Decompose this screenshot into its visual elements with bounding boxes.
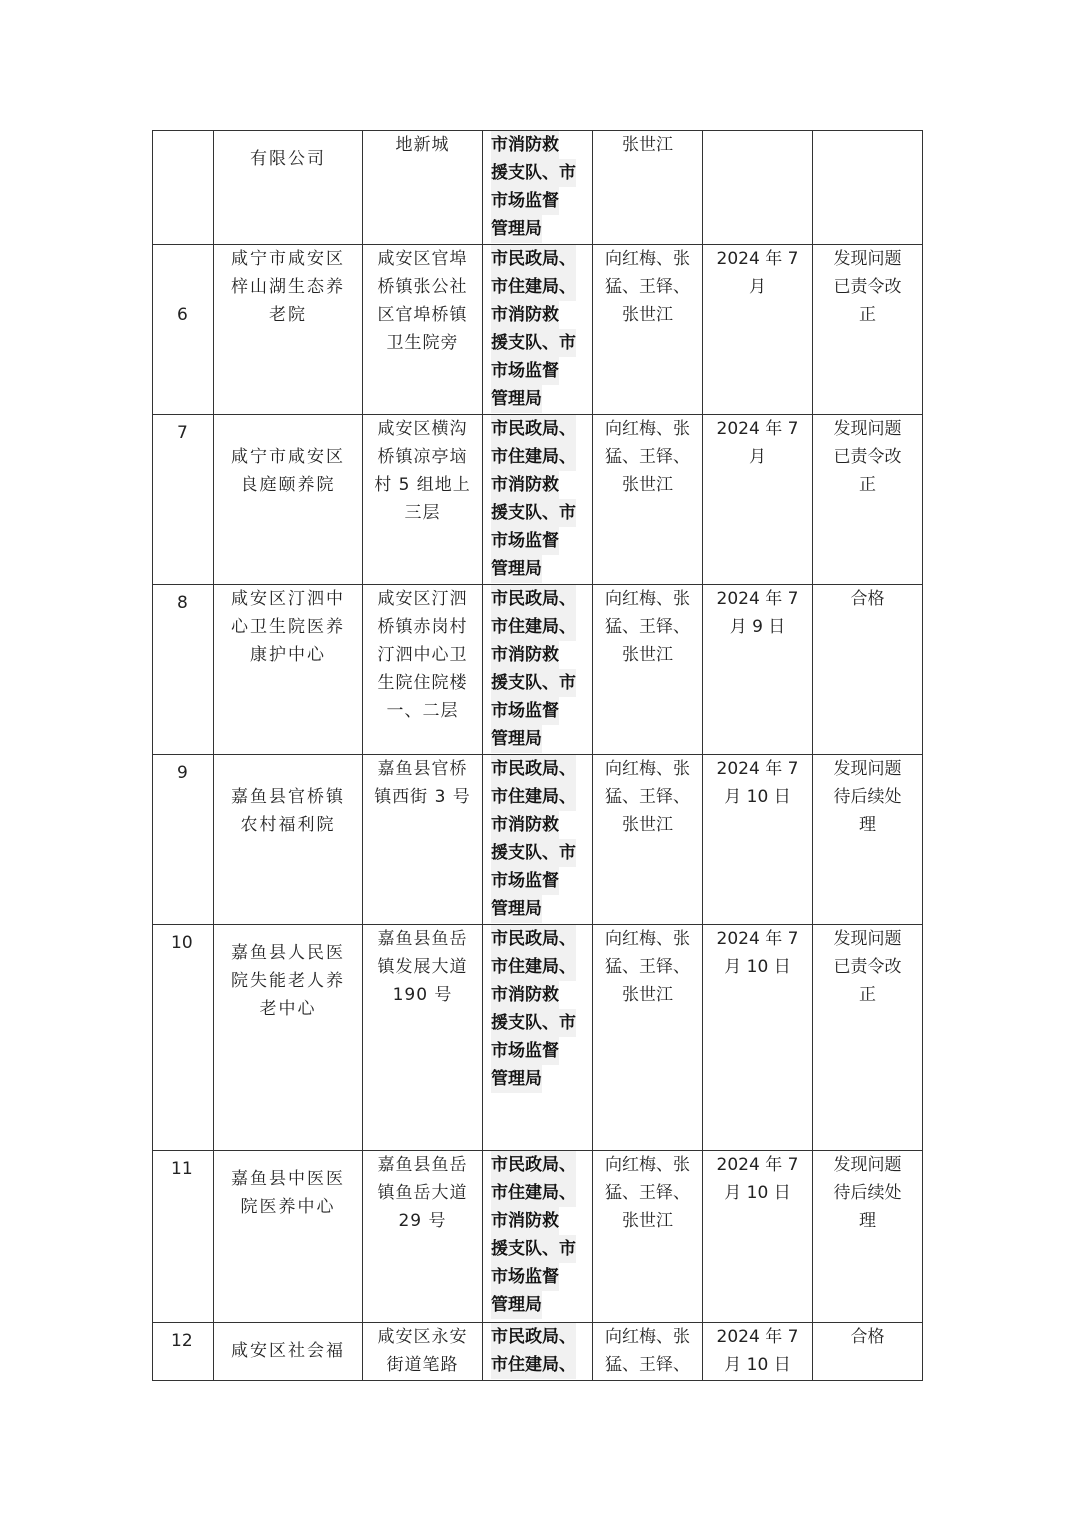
row-number: 9 [153,755,214,925]
department-line: 援支队、市 [491,1235,576,1263]
inspection-date: 2024 年 7 月 10 日 [703,755,813,925]
departments [483,925,593,1151]
table-row [153,415,923,585]
department-line: 市场监督 [491,1263,559,1291]
department-line: 市场监督 [491,697,559,725]
facility-address: 嘉鱼县鱼岳镇发展大道 190 号 [363,925,483,1151]
department-line: 市消防救 [491,641,559,669]
departments [483,415,593,585]
facility-name-line: 嘉鱼县中医医 [231,1169,345,1189]
inspection-result: 发现问题已责令改正 [813,925,923,1151]
department-line: 市住建局、 [491,1179,576,1207]
table-row [153,245,923,415]
inspection-table [152,130,923,1381]
facility-address: 咸安区永安街道笔路 [363,1323,483,1381]
inspection-date: 2024 年 7 月 9 日 [703,585,813,755]
department-line: 市消防救 [491,131,559,159]
inspectors: 向红梅、张猛、王铎、张世江 [593,415,703,585]
facility-name-line: 院失能老人养 [231,971,345,991]
department-line: 管理局 [491,215,542,243]
facility-address: 嘉鱼县官桥镇西街 3 号 [363,755,483,925]
department-line: 援支队、市 [491,159,576,187]
inspection-date: 2024 年 7 月 10 日 [703,1151,813,1323]
facility-name [214,131,363,245]
facility-name-line: 老中心 [259,999,317,1019]
facility-name-line: 梓山湖生态养 [231,277,345,297]
departments [483,1151,593,1323]
department-line: 援支队、市 [491,499,576,527]
department-line: 管理局 [491,1291,542,1319]
table-row [153,755,923,925]
facility-address: 地新城 [363,131,483,245]
department-line: 管理局 [491,555,542,583]
facility-name-line: 心卫生院医养 [231,617,345,637]
department-line: 市消防救 [491,301,559,329]
department-line: 市场监督 [491,357,559,385]
inspection-result [813,131,923,245]
row-number: 6 [153,245,214,415]
department-line: 援支队、市 [491,839,576,867]
table-row [153,925,923,1151]
facility-name [214,585,363,755]
row-number: 8 [153,585,214,755]
department-line: 市民政局、 [491,245,576,273]
department-line: 市场监督 [491,527,559,555]
inspectors: 向红梅、张猛、王铎、张世江 [593,925,703,1151]
table-row [153,131,923,245]
department-line: 市民政局、 [491,925,576,953]
inspection-result: 发现问题已责令改正 [813,415,923,585]
facility-name-line: 康护中心 [250,645,326,665]
departments [483,245,593,415]
inspectors: 向红梅、张猛、王铎、张世江 [593,755,703,925]
facility-name-line: 老院 [269,305,307,325]
inspectors: 张世江 [593,131,703,245]
inspection-date: 2024 年 7 月 [703,415,813,585]
facility-name [214,415,363,585]
inspection-result: 发现问题待后续处理 [813,1151,923,1323]
inspection-result: 合格 [813,585,923,755]
facility-name-line: 嘉鱼县官桥镇 [231,787,345,807]
inspection-date: 2024 年 7 月 10 日 [703,925,813,1151]
department-line: 市住建局、 [491,443,576,471]
inspection-date: 2024 年 7 月 [703,245,813,415]
facility-name-line: 咸安区汀泗中 [231,589,345,609]
facility-name-line: 咸安区社会福 [231,1341,345,1361]
department-line: 市住建局、 [491,1351,576,1379]
inspection-table-body [153,131,923,1381]
department-line: 市民政局、 [491,1323,576,1351]
departments [483,1323,593,1381]
facility-name-line: 咸宁市咸安区 [231,249,345,269]
department-line: 市民政局、 [491,585,576,613]
department-line: 管理局 [491,1065,542,1093]
department-line: 援支队、市 [491,329,576,357]
department-line: 市住建局、 [491,783,576,811]
table-row [153,585,923,755]
facility-name [214,245,363,415]
facility-name-line: 院医养中心 [240,1197,336,1217]
department-line: 管理局 [491,385,542,413]
department-line: 市民政局、 [491,1151,576,1179]
table-row [153,1323,923,1381]
department-line: 市场监督 [491,1037,559,1065]
department-line: 市消防救 [491,471,559,499]
department-line: 市消防救 [491,981,559,1009]
facility-name [214,1323,363,1381]
facility-name-line: 良庭颐养院 [240,475,336,495]
inspectors: 向红梅、张猛、王铎、张世江 [593,585,703,755]
inspectors: 向红梅、张猛、王铎、 [593,1323,703,1381]
row-number [153,131,214,245]
departments [483,131,593,245]
department-line: 市消防救 [491,811,559,839]
row-number: 12 [153,1323,214,1381]
department-line: 援支队、市 [491,1009,576,1037]
department-line: 市住建局、 [491,273,576,301]
facility-name-line: 有限公司 [250,149,326,169]
departments [483,755,593,925]
department-line: 援支队、市 [491,669,576,697]
inspectors: 向红梅、张猛、王铎、张世江 [593,1151,703,1323]
department-line: 市消防救 [491,1207,559,1235]
departments [483,585,593,755]
facility-address: 咸安区横沟桥镇凉亭垴村 5 组地上三层 [363,415,483,585]
facility-address: 咸安区官埠桥镇张公社区官埠桥镇卫生院旁 [363,245,483,415]
facility-name-line: 农村福利院 [240,815,336,835]
department-line: 市场监督 [491,867,559,895]
inspection-result: 合格 [813,1323,923,1381]
table-row [153,1151,923,1323]
inspection-result: 发现问题已责令改正 [813,245,923,415]
inspectors: 向红梅、张猛、王铎、张世江 [593,245,703,415]
inspection-result: 发现问题待后续处理 [813,755,923,925]
row-number: 10 [153,925,214,1151]
department-line: 市住建局、 [491,613,576,641]
department-line: 管理局 [491,725,542,753]
facility-name-line: 嘉鱼县人民医 [231,943,345,963]
row-number: 11 [153,1151,214,1323]
facility-name [214,1151,363,1323]
facility-name [214,925,363,1151]
department-line: 市民政局、 [491,755,576,783]
inspection-date: 2024 年 7 月 10 日 [703,1323,813,1381]
department-line: 市民政局、 [491,415,576,443]
facility-name-line: 咸宁市咸安区 [231,447,345,467]
department-line: 管理局 [491,895,542,923]
row-number: 7 [153,415,214,585]
facility-name [214,755,363,925]
inspection-date [703,131,813,245]
department-line: 市住建局、 [491,953,576,981]
facility-address: 咸安区汀泗桥镇赤岗村汀泗中心卫生院住院楼一、二层 [363,585,483,755]
department-line: 市场监督 [491,187,559,215]
facility-address: 嘉鱼县鱼岳镇鱼岳大道 29 号 [363,1151,483,1323]
